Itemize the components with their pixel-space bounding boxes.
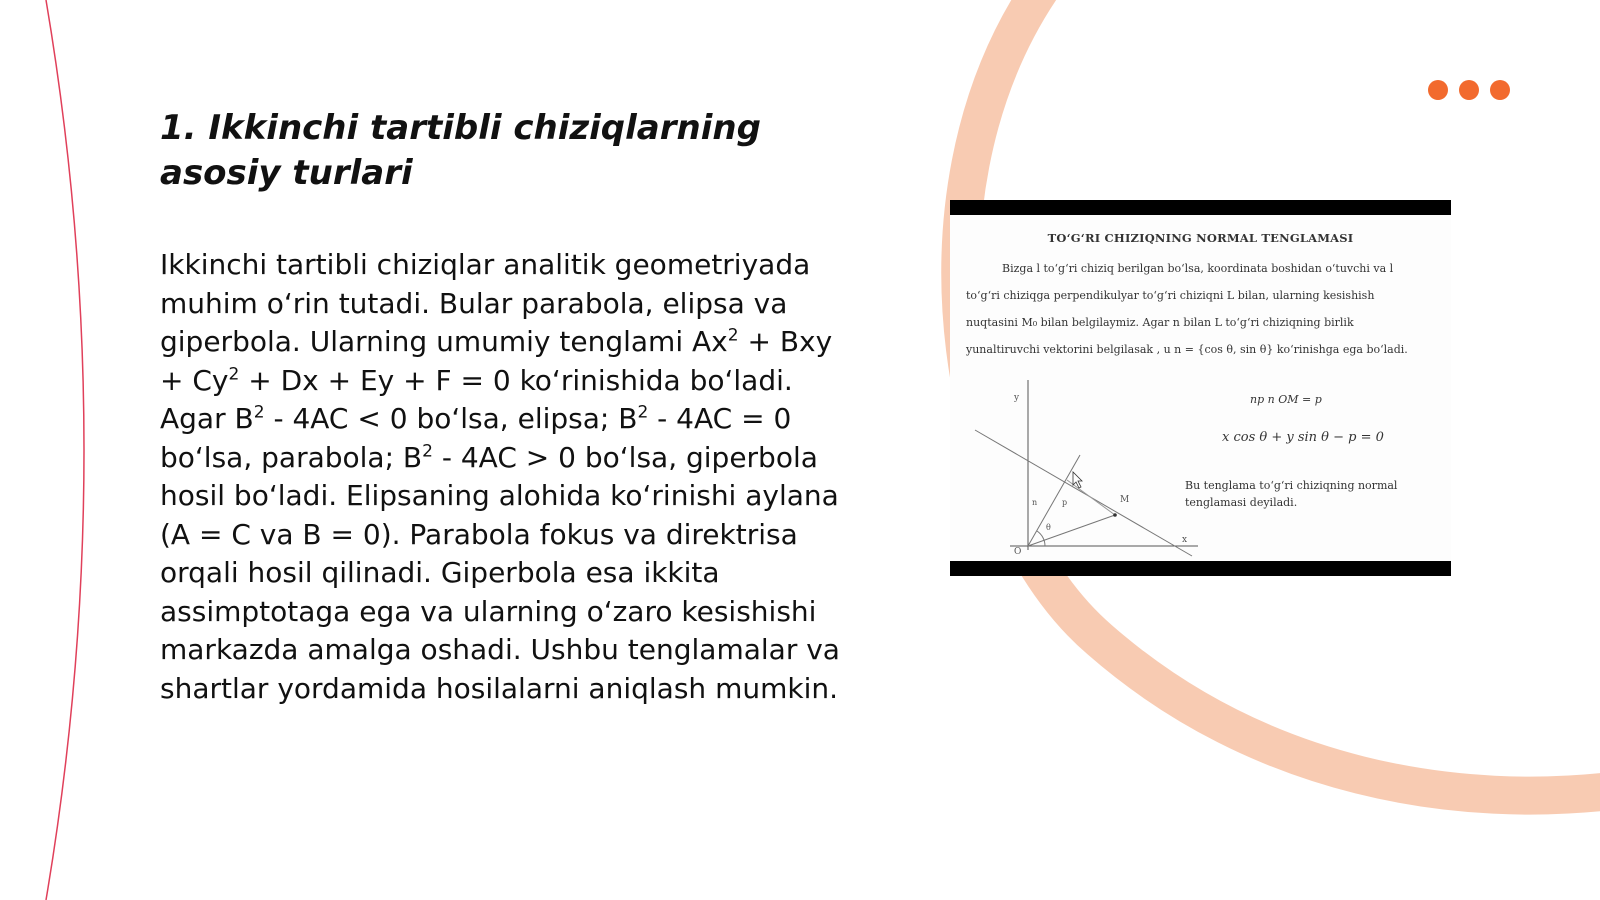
- document-graph: [970, 370, 1210, 560]
- document-line: nuqtasini M₀ bilan belgilaymiz. Agar n bilan L to‘g‘ri chiziqning birlik: [966, 316, 1354, 329]
- slide-title: 1. Ikkinchi tartibli chiziqlarning asosiy turlari: [160, 108, 761, 193]
- dot-icon: [1428, 80, 1448, 100]
- document-title: TO‘G‘RI CHIZIQNING NORMAL TENGLAMASI: [1047, 231, 1354, 245]
- graph-label-y: y: [1014, 393, 1020, 403]
- graph-label-p: p: [1062, 498, 1068, 507]
- left-accent-line: [46, 0, 84, 900]
- slide-body-text: [160, 246, 850, 708]
- menu-dots: [1428, 80, 1510, 100]
- document-line: to‘g‘ri chiziqga perpendikulyar to‘g‘ri chiziqni L bilan, ularning kesishish: [966, 289, 1375, 302]
- graph-label-x: x: [1182, 535, 1188, 545]
- graph-label-n: n: [1032, 498, 1038, 507]
- text-segment: - 4AC = 0 bo‘lsa, parabola; B: [160, 402, 792, 474]
- point-m: [1113, 513, 1117, 517]
- text-segment: + Dx + Ey + F = 0 ko‘rinishida bo‘ladi. Agar B: [160, 363, 793, 435]
- equation-projection: np n OM = p: [1250, 393, 1322, 406]
- text-segment: + Bxy + Cy: [160, 325, 833, 397]
- angle-arc: [1037, 531, 1045, 546]
- document-line: Bizga l to‘g‘ri chiziq berilgan bo‘lsa, koordinata boshidan o‘tuvchi va l: [1002, 262, 1394, 275]
- text-segment: - 4AC < 0 bo‘lsa, elipsa; B: [264, 402, 638, 435]
- om-vector: [1028, 515, 1115, 546]
- superscript: 2: [727, 325, 739, 346]
- document-line: yunaltiruvchi vektorini belgilasak , u n = {cos θ, sin θ} ko‘rinishga ega bo‘ladi.: [966, 343, 1408, 356]
- document-page: [950, 215, 1451, 561]
- superscript: 2: [637, 402, 649, 423]
- dot-icon: [1459, 80, 1479, 100]
- graph-label-theta: θ: [1046, 523, 1051, 532]
- superscript: 2: [228, 364, 240, 385]
- graph-label-origin: O: [1014, 547, 1022, 557]
- graph-label-m: M: [1120, 495, 1130, 505]
- document-image: [950, 200, 1451, 576]
- m0-point-line: [1067, 480, 1115, 515]
- text-segment: - 4AC > 0 bo‘lsa, giperbola hosil bo‘ladi. Elipsaning alohida ko‘rinishi aylana (A = C va B = 0). Parabola fokus va direktrisa orqali hosil qilinadi. Giperbola esa ikkita assimptotaga ega va ularning o‘zaro kesishishi markazda amalga oshadi. Ushbu tenglamalar va shartlar yordamida hosilalarni aniqlash mumkin.: [160, 440, 840, 705]
- superscript: 2: [422, 441, 433, 462]
- document-paragraph: [966, 255, 1436, 363]
- text-segment: Ikkinchi tartibli chiziqlar analitik geometriyada muhim o‘rin tutadi. Bular parabola, elipsa va giperbola. Ularning umumiy tenglami Ax: [160, 248, 811, 358]
- equation-normal: x cos θ + y sin θ − p = 0: [1222, 430, 1384, 445]
- superscript: 2: [253, 402, 265, 423]
- line-l: [975, 430, 1192, 556]
- dot-icon: [1490, 80, 1510, 100]
- document-caption: Bu tenglama to‘g‘ri chiziqning normal tenglamasi deyiladi.: [1185, 479, 1398, 509]
